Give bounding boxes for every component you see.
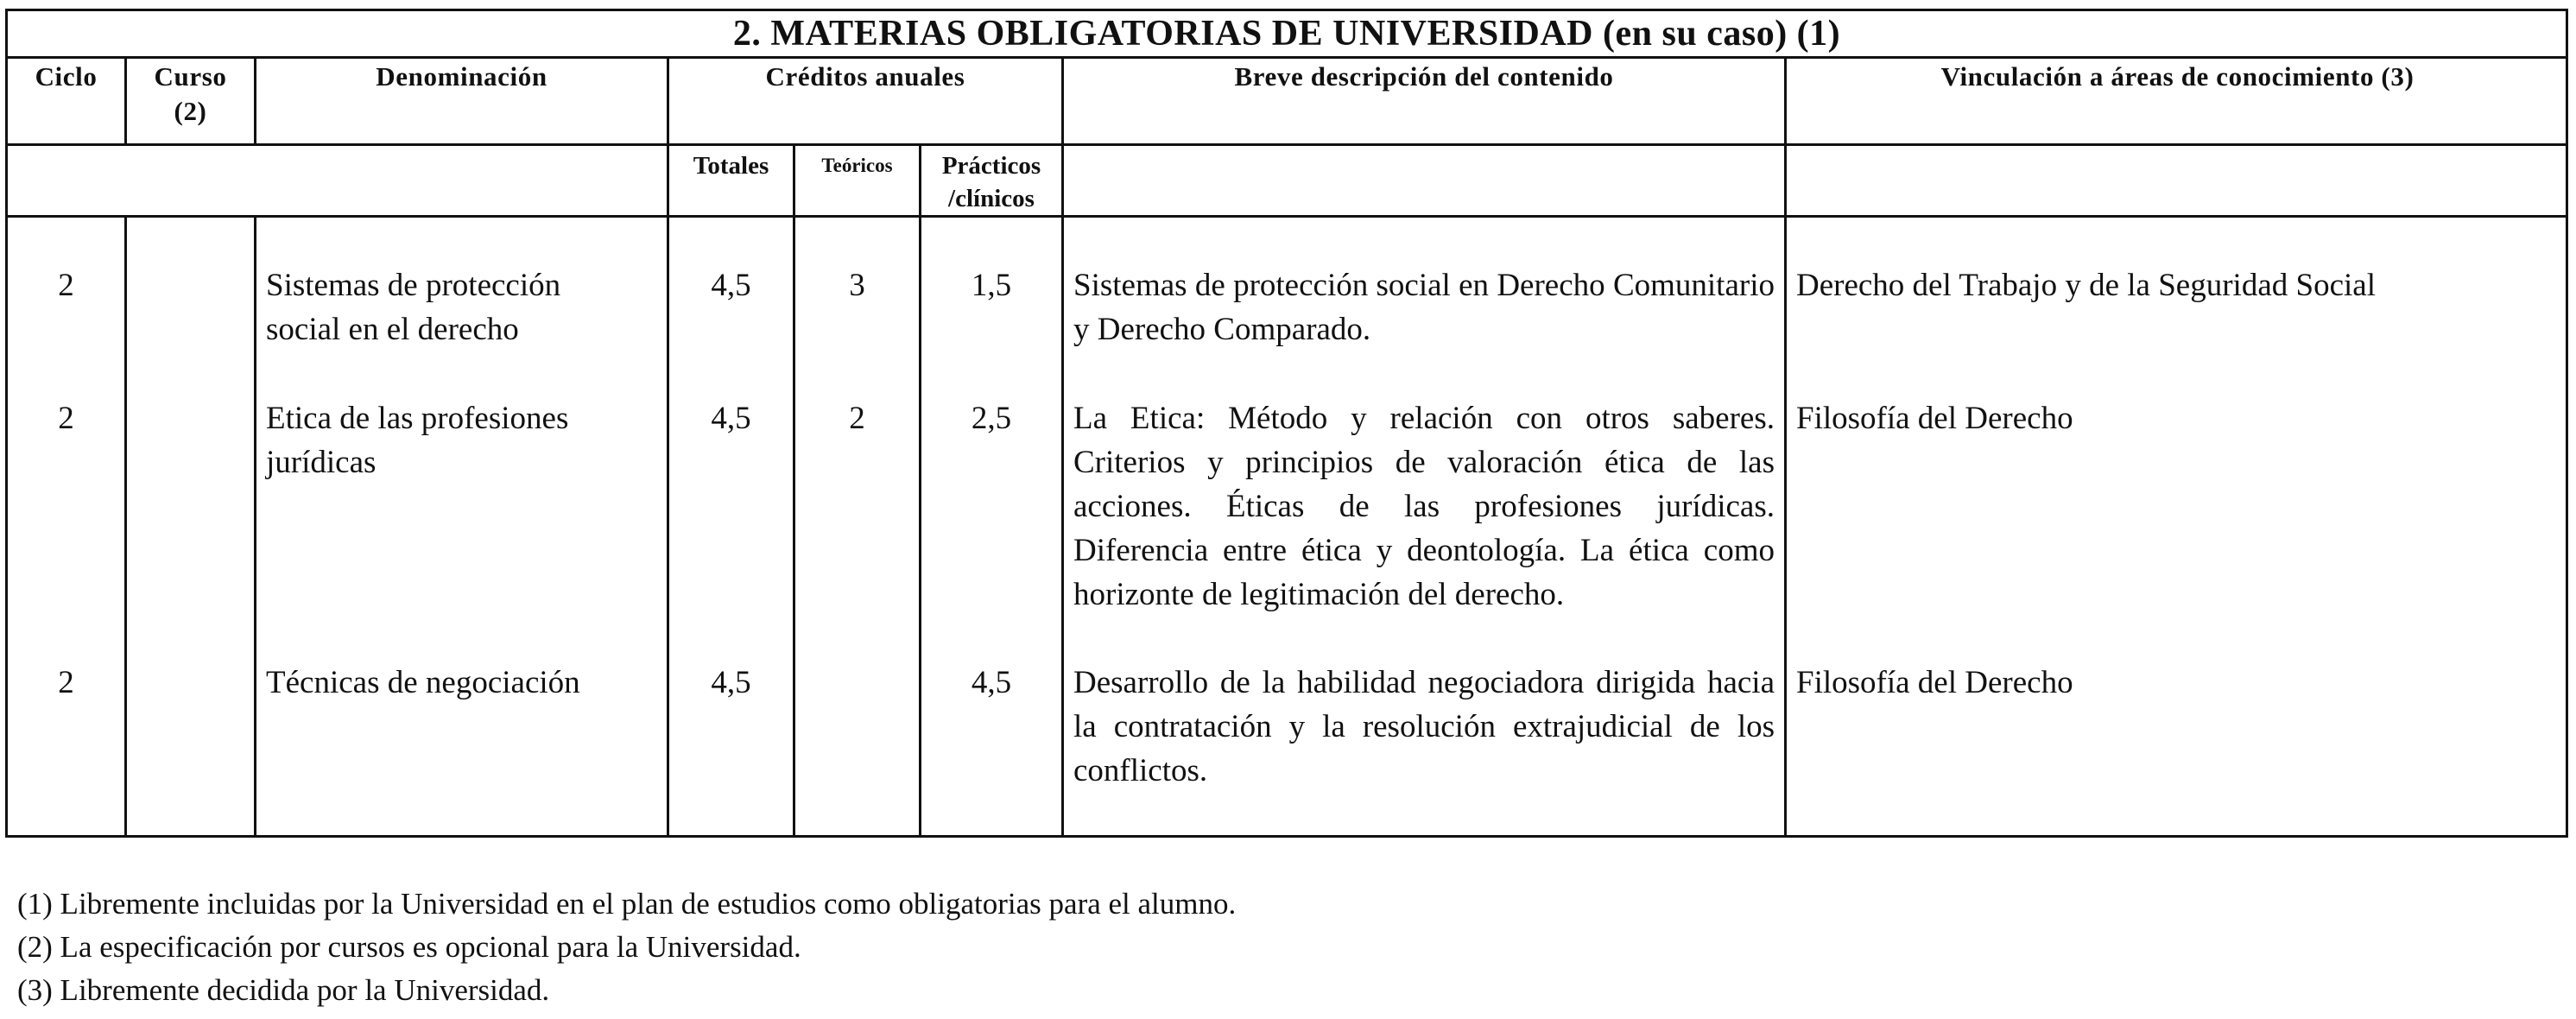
subheader-practicos (921, 149, 1061, 215)
header-curso (127, 60, 254, 129)
table-row-1-practicos: 1,5 (971, 268, 1012, 303)
header-vinculacion: Vinculación a áreas de conocimiento (3) (1940, 61, 2415, 92)
table-row-1-denominacion-line2: social en el derecho (266, 312, 519, 347)
col-divider-descripcion (1784, 56, 1787, 835)
header-divider (8, 143, 2566, 146)
header-curso-label: Curso (154, 61, 227, 92)
footnotes (17, 883, 1236, 1012)
table-row-2-denominacion-line2: jurídicas (266, 445, 377, 480)
table-row-3-ciclo: 2 (58, 665, 74, 700)
table-row-2-totales: 4,5 (711, 401, 751, 436)
header-creditos: Créditos anuales (765, 61, 965, 92)
header-denominacion: Denominación (376, 61, 547, 92)
table-row-1-denominacion-line1: Sistemas de protección (266, 268, 561, 303)
col-divider-ciclo-body (124, 215, 127, 835)
table-row-2-ciclo: 2 (58, 401, 74, 436)
table-row-2-vinculacion: Filosofía del Derecho (1796, 401, 2073, 436)
col-divider-curso-body (254, 215, 256, 835)
table-title: 2. MATERIAS OBLIGATORIAS DE UNIVERSIDAD (en su caso) (1) (8, 11, 2566, 59)
table-row-1-denominacion (266, 263, 659, 351)
col-divider-totales (793, 143, 795, 835)
table-row-2-denominacion-line1: Etica de las profesiones (266, 401, 569, 436)
table-row-1-totales: 4,5 (711, 268, 751, 303)
footnote-2: (2) La especificación por cursos es opcional para la Universidad. (17, 930, 801, 964)
table-row-1-ciclo: 2 (58, 268, 74, 303)
table-row-2-denominacion (266, 396, 659, 484)
header-ciclo: Ciclo (35, 61, 98, 92)
header-descripcion: Breve descripción del contenido (1234, 61, 1614, 92)
col-divider-teoricos (919, 143, 921, 835)
table-row-2-practicos: 2,5 (971, 401, 1012, 436)
table-row-1-descripcion: Sistemas de protección social en Derecho Comunitario y Derecho Comparado. (1073, 268, 1775, 347)
table-row-1-vinculacion: Derecho del Trabajo y de la Seguridad Social (1796, 268, 2376, 303)
header-curso-ref: (2) (174, 96, 207, 126)
table-row-3-vinculacion: Filosofía del Derecho (1796, 665, 2073, 700)
table-row-2-descripcion: La Etica: Método y relación con otros saberes. Criterios y principios de valoración ética de las acciones. Éticas de las profesiones jurídicas. Diferencia entre ética y deontología. La ética como horizonte de legitimación del derecho. (1073, 401, 1775, 612)
subheader-totales: Totales (693, 152, 769, 180)
table-row-1-teoricos: 3 (849, 268, 865, 303)
subjects-table (5, 9, 2568, 838)
subheader-practicos-line2: /clínicos (948, 185, 1035, 212)
table-row-2-teoricos: 2 (849, 401, 865, 436)
footnote-1: (1) Libremente incluidas por la Universidad en el plan de estudios como obligatorias para el alumno. (17, 887, 1237, 921)
subheader-practicos-line1: Prácticos (941, 152, 1041, 180)
table-row-3-denominacion (266, 661, 659, 705)
body-divider (8, 215, 2566, 218)
table-row-3-totales: 4,5 (711, 665, 751, 700)
table-row-3-descripcion: Desarrollo de la habilidad negociadora dirigida hacia la contratación y la resolución extrajudicial de los conflictos. (1073, 665, 1775, 788)
table-row-3-practicos: 4,5 (971, 665, 1012, 700)
col-divider-creditos (1061, 56, 1064, 835)
table-row-3-denominacion-line1: Técnicas de negociación (266, 665, 580, 700)
footnote-3: (3) Libremente decidida por la Universidad. (17, 973, 550, 1007)
subheader-teoricos: Teóricos (821, 155, 893, 176)
